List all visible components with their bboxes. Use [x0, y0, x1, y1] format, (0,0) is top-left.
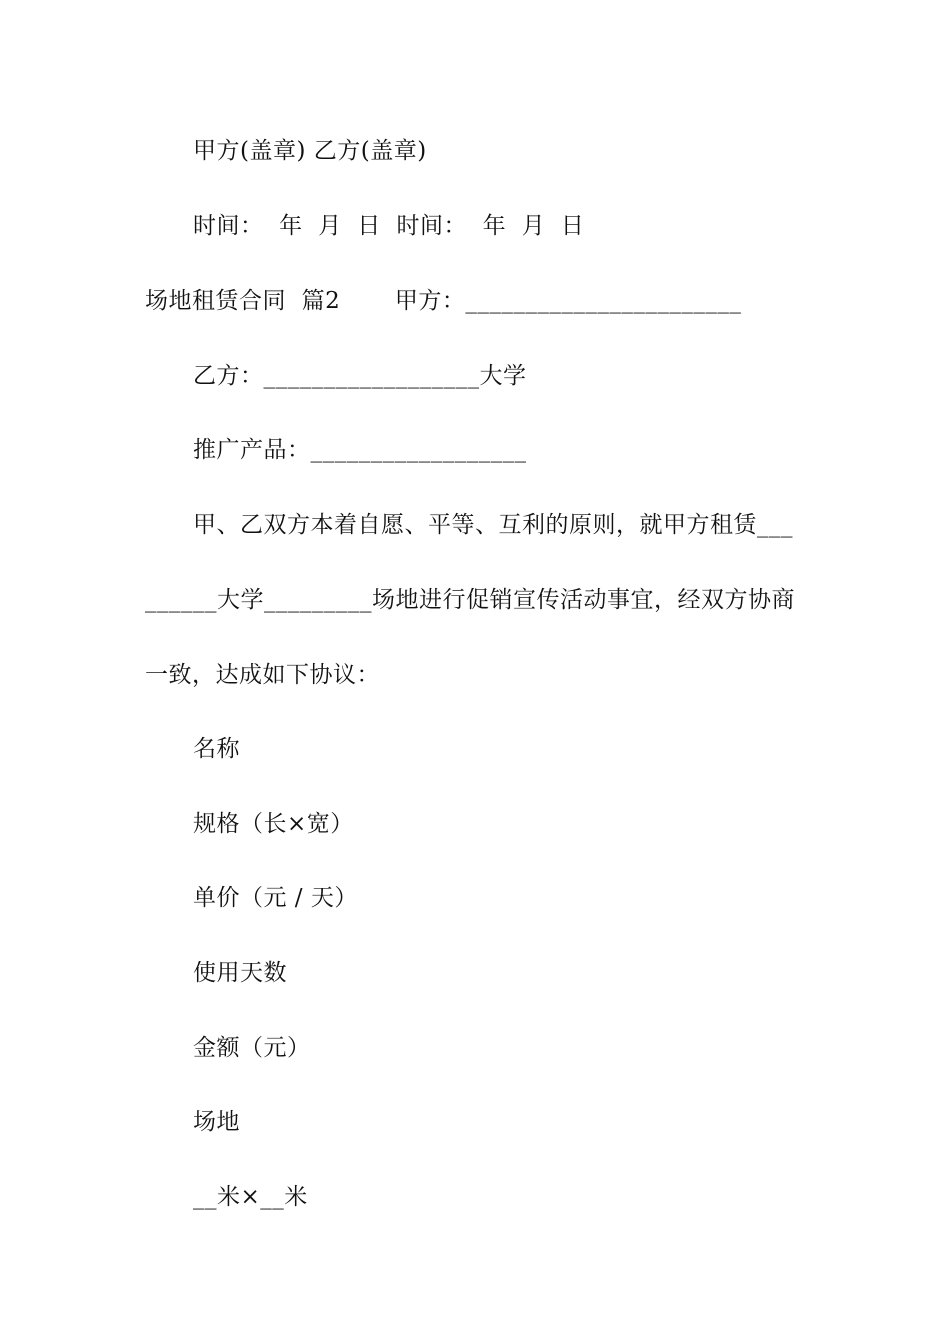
paragraph-line-1: 甲、乙双方本着自愿、平等、互利的原则，就甲方租赁___	[193, 512, 793, 538]
table-header-spec: 规格（长×宽）	[193, 811, 354, 837]
paragraph-line-3: 一致，达成如下协议：	[145, 662, 380, 688]
table-header-amount: 金额（元）	[193, 1035, 311, 1061]
paragraph-line-2: ______大学_________场地进行促销宣传活动事宜，经双方协商	[145, 587, 795, 613]
table-header-price: 单价（元 / 天）	[193, 885, 358, 911]
party-b-line: 乙方：__________________大学	[193, 363, 527, 389]
date-line: 时间： 年 月 日 时间： 年 月 日	[193, 213, 585, 239]
contract-title-party-a: 场地租赁合同 篇2 甲方：_______________________	[145, 288, 742, 314]
table-header-name: 名称	[193, 736, 240, 762]
table-cell-size: __米×__米	[193, 1184, 308, 1210]
product-line: 推广产品：__________________	[193, 437, 527, 463]
table-cell-venue: 场地	[193, 1109, 240, 1135]
table-header-days: 使用天数	[193, 960, 287, 986]
signature-line: 甲方(盖章) 乙方(盖章)	[193, 138, 427, 164]
